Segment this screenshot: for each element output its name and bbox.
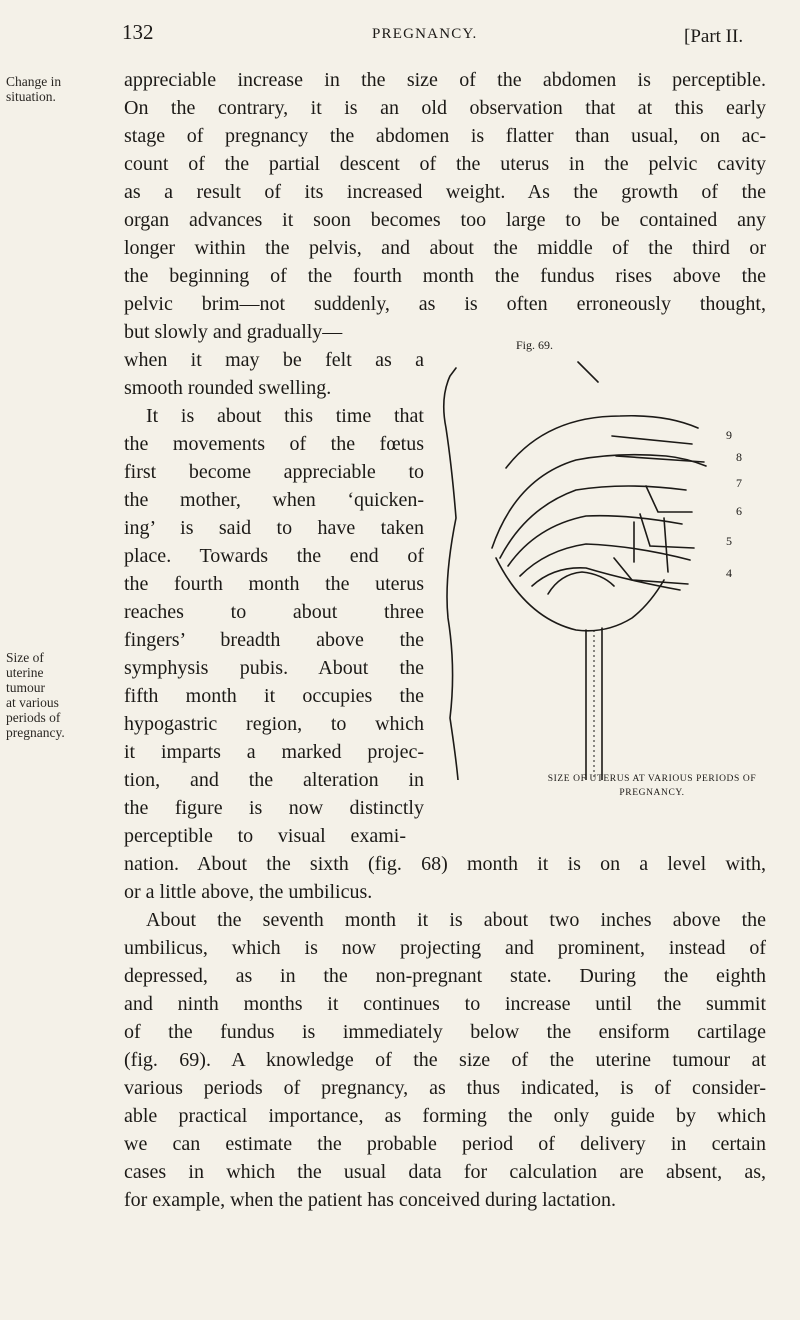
body-line: it imparts a marked projec- (124, 741, 424, 763)
margin-note-size-of-uterine-tumour (6, 650, 65, 740)
margin-note-line: Size of (6, 650, 44, 665)
body-line: as a result of its increased weight. As the growth of the (124, 181, 766, 203)
body-line: umbilicus, which is now projecting and prominent, instead of (124, 937, 766, 959)
running-head (0, 20, 800, 50)
uterus-outline-5 (520, 544, 690, 576)
uterus-outline-6 (508, 516, 682, 566)
uterus-inner-small (548, 572, 614, 594)
body-line: the movements of the fœtus (124, 433, 424, 455)
margin-note-change-in-situation (6, 74, 61, 104)
abdomen-outline-left (444, 368, 458, 780)
body-line: nation. About the sixth (fig. 68) month it is on a level with, (124, 853, 766, 875)
body-line: we can estimate the probable period of delivery in certain (124, 1133, 766, 1155)
body-line: place. Towards the end of (124, 545, 424, 567)
body-line: perceptible to visual exami- (124, 825, 406, 847)
body-line: symphysis pubis. About the (124, 657, 424, 679)
level-label: 7 (736, 476, 742, 490)
body-line: (fig. 69). A knowledge of the size of the uterine tumour at (124, 1049, 766, 1071)
level-label: 4 (726, 566, 732, 580)
level-label: 9 (726, 428, 732, 442)
margin-note-line: pregnancy. (6, 725, 65, 740)
body-line: pelvic brim—not suddenly, as is often erroneously thought, (124, 293, 766, 315)
margin-note-line: uterine (6, 665, 44, 680)
part-label: [Part II. (684, 26, 744, 47)
body-line: for example, when the patient has conceived during lactation. (124, 1189, 617, 1211)
figure-69 (436, 318, 796, 780)
body-line: hypogastric region, to which (124, 713, 424, 735)
body-line: organ advances it soon becomes too large to be contained any (124, 209, 766, 231)
figure-label: Fig. 69. (516, 338, 554, 352)
margin-note-line: situation. (6, 89, 56, 104)
body-line: On the contrary, it is an old observation that at this early (124, 97, 766, 119)
body-line: the figure is now distinctly (124, 797, 424, 819)
body-line: reaches to about three (124, 601, 424, 623)
uterus-lower-body (496, 558, 664, 631)
caption-line: SIZE OF UTERUS AT VARIOUS PERIODS OF (547, 774, 757, 784)
body-line: cases in which the usual data for calculation are absent, as, (124, 1161, 766, 1183)
body-line: but slowly and gradually— (124, 321, 343, 343)
level-label: 6 (736, 504, 742, 518)
uterus-vertical-outer (664, 518, 668, 572)
caption-line: PREGNANCY. (619, 788, 685, 798)
uterus-outline-7 (500, 486, 686, 558)
body-line: stage of pregnancy the abdomen is flatter than usual, on ac- (124, 125, 766, 147)
running-title: PREGNANCY. (372, 26, 478, 42)
body-line: longer within the pelvis, and about the middle of the third or (124, 237, 766, 259)
body-line: various periods of pregnancy, as thus indicated, is of consider- (124, 1077, 766, 1099)
margin-note-line: periods of (6, 710, 61, 725)
level-label: 5 (726, 534, 732, 548)
figure-caption (514, 772, 790, 800)
body-line: first become appreciable to (124, 461, 424, 483)
abdomen-outline-right (578, 362, 598, 382)
body-line: and ninth months it continues to increase until the summit (124, 993, 766, 1015)
body-line: depressed, as in the non-pregnant state. During the eighth (124, 965, 766, 987)
body-line: It is about this time that (146, 405, 424, 427)
body-line: or a little above, the umbilicus. (124, 881, 373, 903)
body-line: ing’ is said to have taken (124, 517, 424, 539)
body-line: fifth month it occupies the (124, 685, 424, 707)
body-line: able practical importance, as forming the only guide by which (124, 1105, 766, 1127)
uterus-size-diagram (436, 318, 796, 780)
margin-note-line: at various (6, 695, 59, 710)
page-number: 132 (122, 20, 154, 44)
body-line: About the seventh month it is about two inches above the (146, 909, 766, 931)
uterus-line-4 (614, 558, 688, 584)
body-line: appreciable increase in the size of the abdomen is perceptible. (124, 69, 766, 91)
body-line: the fourth month the uterus (124, 573, 424, 595)
body-line: tion, and the alteration in (124, 769, 424, 791)
body-line: when it may be felt as a (124, 349, 424, 371)
body-line: the beginning of the fourth month the fundus rises above the (124, 265, 766, 287)
body-line: the mother, when ‘quicken- (124, 489, 424, 511)
uterus-line-8 (616, 456, 704, 462)
uterus-outline-8 (492, 455, 706, 548)
margin-note-line: tumour (6, 680, 45, 695)
body-line: fingers’ breadth above the (124, 629, 424, 651)
body-line: smooth rounded swelling. (124, 377, 332, 399)
level-label: 8 (736, 450, 742, 464)
uterus-line-9 (612, 436, 692, 444)
body-line: of the fundus is immediately below the ensiform cartilage (124, 1021, 766, 1043)
margin-note-line: Change in (6, 74, 62, 89)
body-line: count of the partial descent of the uterus in the pelvic cavity (124, 153, 766, 175)
